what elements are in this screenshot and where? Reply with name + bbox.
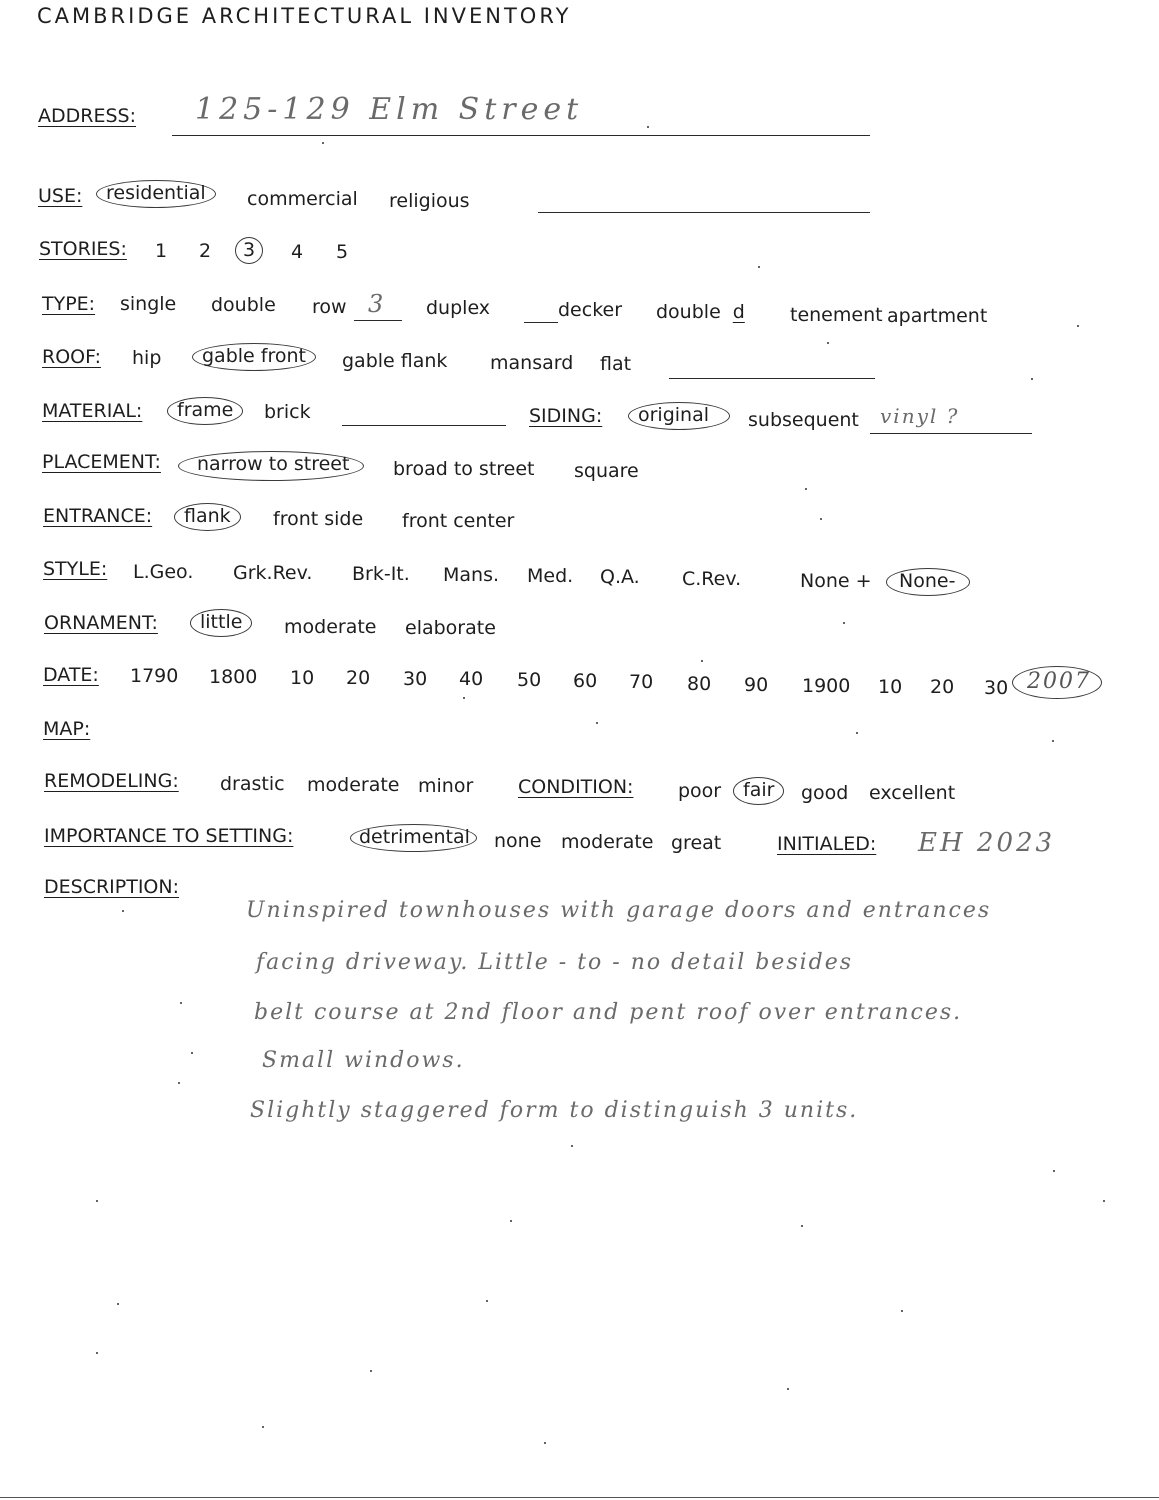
remodeling-option-minor[interactable]: minor [418,775,474,797]
date-option-40[interactable]: 40 [459,668,484,690]
date-option-60[interactable]: 60 [573,670,598,692]
page-edge [0,1497,1159,1498]
type-option-double-d[interactable] [656,301,745,323]
type-option-decker[interactable]: decker [558,299,623,321]
importance-option-moderate[interactable]: moderate [561,831,654,853]
type-double-d-prefix: double [656,301,721,323]
importance-option-great[interactable]: great [671,832,722,854]
importance-option-none[interactable]: none [494,830,542,852]
type-row-count[interactable]: 3 [368,290,384,318]
form-title: CAMBRIDGE ARCHITECTURAL INVENTORY [37,4,572,28]
entrance-option-front-center[interactable]: front center [402,510,515,532]
use-option-residential[interactable]: residential [96,180,216,208]
type-option-row[interactable]: row [312,296,347,318]
date-option-1910[interactable]: 10 [878,676,903,698]
remodeling-option-moderate[interactable]: moderate [307,774,400,796]
type-double-d-blank: d [732,301,745,323]
roof-label: ROOF: [42,346,101,368]
style-option-grkrev[interactable]: Grk.Rev. [233,562,313,584]
date-handwritten[interactable]: 2007 [1012,666,1102,699]
style-option-lgeo[interactable]: L.Geo. [133,561,194,583]
description-line-2: facing driveway. Little - to - no detail besides [256,950,854,975]
style-option-none-minus[interactable]: None- [886,568,970,596]
date-option-1800[interactable]: 1800 [209,666,258,688]
description-line-1: Uninspired townhouses with garage doors and entrances [246,898,992,923]
importance-label: IMPORTANCE TO SETTING: [44,825,294,847]
stories-option-3[interactable]: 3 [235,237,263,264]
importance-option-detrimental[interactable]: detrimental [350,824,477,852]
placement-option-narrow[interactable]: narrow to street [178,451,364,481]
map-label: MAP: [43,718,91,740]
roof-option-hip[interactable]: hip [132,347,162,369]
condition-option-fair[interactable]: fair [733,777,784,805]
description-line-4: Small windows. [262,1048,465,1073]
description-line-5: Slightly staggered form to distinguish 3 units. [250,1098,859,1123]
date-option-1920[interactable]: 20 [930,676,955,698]
date-option-1930[interactable]: 30 [984,677,1009,699]
description-label: DESCRIPTION: [44,876,180,898]
entrance-option-front-side[interactable]: front side [273,508,364,530]
date-option-30[interactable]: 30 [403,668,428,690]
style-option-qa[interactable]: Q.A. [600,566,640,588]
initialed-label: INITIALED: [777,833,877,855]
condition-label: CONDITION: [518,776,634,798]
roof-option-gable-flank[interactable]: gable flank [342,350,448,372]
date-label: DATE: [43,664,99,686]
date-option-20[interactable]: 20 [346,667,371,689]
ornament-option-little[interactable]: little [190,609,252,637]
style-label: STYLE: [43,558,108,580]
placement-label: PLACEMENT: [42,451,161,473]
material-label: MATERIAL: [42,400,143,422]
initialed-value[interactable]: EH 2023 [918,828,1056,858]
siding-value[interactable]: vinyl ? [880,404,960,428]
stories-option-2[interactable]: 2 [199,240,212,262]
type-option-tenement[interactable]: tenement [790,304,883,326]
ornament-label: ORNAMENT: [44,612,158,634]
date-option-90[interactable]: 90 [744,674,769,696]
use-label: USE: [38,185,83,207]
condition-option-good[interactable]: good [801,782,849,804]
date-option-1900[interactable]: 1900 [802,675,851,697]
remodeling-label: REMODELING: [44,770,179,792]
use-other-line [538,212,870,213]
condition-option-excellent[interactable]: excellent [869,782,956,804]
date-option-50[interactable]: 50 [517,669,542,691]
address-value[interactable]: 125-129 Elm Street [195,92,584,127]
style-option-med[interactable]: Med. [527,565,574,587]
style-option-brkit[interactable]: Brk-It. [352,563,410,585]
ornament-option-elaborate[interactable]: elaborate [405,617,496,639]
condition-option-poor[interactable]: poor [678,780,722,802]
stories-option-4[interactable]: 4 [291,241,304,263]
roof-option-flat[interactable]: flat [600,353,632,375]
siding-option-original[interactable]: original [628,402,730,430]
type-option-apartment[interactable]: apartment [887,305,988,327]
type-option-double[interactable]: double [211,294,276,316]
placement-option-square[interactable]: square [574,460,639,482]
description-line-3: belt course at 2nd floor and pent roof over entrances. [254,1000,963,1025]
date-option-1790[interactable]: 1790 [130,665,179,687]
date-option-70[interactable]: 70 [629,671,654,693]
material-option-brick[interactable]: brick [264,401,311,423]
roof-option-gable-front[interactable]: gable front [192,343,316,371]
date-option-80[interactable]: 80 [687,673,712,695]
remodeling-option-drastic[interactable]: drastic [220,773,285,795]
siding-option-subsequent[interactable]: subsequent [748,409,859,431]
type-row-line [354,320,402,321]
material-option-frame[interactable]: frame [167,397,243,425]
stories-label: STORIES: [39,238,127,260]
type-option-duplex[interactable]: duplex [426,297,491,319]
stories-option-5[interactable]: 5 [336,241,349,263]
use-option-commercial[interactable]: commercial [247,188,358,210]
siding-label: SIDING: [529,405,603,427]
type-option-single[interactable]: single [120,293,177,315]
material-other-line [342,425,506,426]
entrance-option-flank[interactable]: flank [174,503,241,531]
ornament-option-moderate[interactable]: moderate [284,616,377,638]
type-decker-line [524,322,558,323]
use-option-religious[interactable]: religious [389,190,470,212]
roof-other-line [669,378,875,379]
stories-option-1[interactable]: 1 [155,240,168,262]
entrance-label: ENTRANCE: [43,505,153,527]
placement-option-broad[interactable]: broad to street [393,458,535,480]
style-option-crev[interactable]: C.Rev. [682,568,742,590]
style-option-mans[interactable]: Mans. [443,564,500,586]
roof-option-mansard[interactable]: mansard [490,352,574,374]
address-label: ADDRESS: [38,105,136,127]
siding-line [870,433,1032,434]
type-label: TYPE: [42,293,96,315]
address-line [172,135,870,136]
date-option-10[interactable]: 10 [290,667,315,689]
style-option-none-plus[interactable]: None + [800,570,872,592]
